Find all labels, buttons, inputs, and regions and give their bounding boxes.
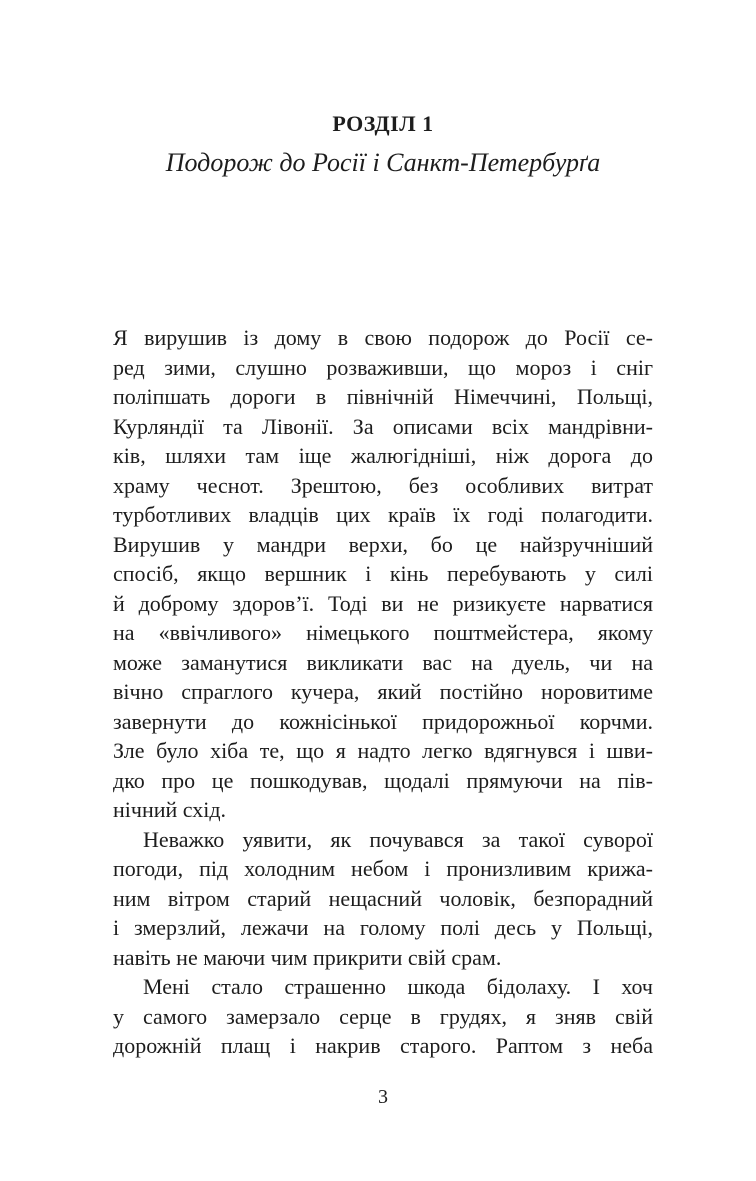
text-line: і змерзлий, лежачи на голому полі десь у Польщі, xyxy=(113,915,653,940)
text-line: храму чеснот. Зрештою, без особливих витрат xyxy=(113,472,653,498)
text-line: Неважко уявити, як почувався за такої суворої xyxy=(143,826,653,852)
text-line: ків, шляхи там іще жалюгідніші, ніж дорога до xyxy=(113,443,653,468)
body-text xyxy=(113,323,653,1061)
chapter-heading: РОЗДІЛ 1 xyxy=(332,111,434,136)
text-line: на «ввічливого» німецького поштмейстера, якому xyxy=(113,620,653,645)
text-line: погоди, під холодним небом і пронизливим крижа- xyxy=(113,856,653,881)
text-line: Мені стало страшенно шкода бідолаху. І хоч xyxy=(143,974,653,999)
text-line: Зле було хіба те, що я надто легко вдягнувся і шви- xyxy=(113,738,653,763)
page-number: 3 xyxy=(378,1086,388,1108)
text-line: завернути до кожнісінької придорожньої корчми. xyxy=(113,708,653,734)
text-line: Я вирушив із дому в свою подорож до Росії се- xyxy=(113,325,653,350)
text-line: Вирушив у мандри верхи, бо це найзручніший xyxy=(113,531,653,557)
text-line: дорожній плащ і накрив старого. Раптом з неба xyxy=(113,1033,653,1058)
text-line: дко про це пошкодував, щодалі прямуючи на пів- xyxy=(113,767,653,793)
text-line: Курляндії та Лівонії. За описами всіх мандрівни- xyxy=(113,413,653,439)
text-line: турботливих владців цих країв їх годі полагодити. xyxy=(113,502,653,527)
text-line: ред зими, слушно розваживши, що мороз і сніг xyxy=(113,354,653,380)
text-line: вічно спраглого кучера, який постійно норовитиме xyxy=(113,679,653,704)
text-line: у самого замерзало серце в грудях, я зняв свій xyxy=(113,1003,653,1029)
text-line: нічний схід. xyxy=(113,797,227,822)
text-line: й доброму здоров’ї. Тоді ви не ризикуєте нарватися xyxy=(113,590,653,616)
text-line: може заманутися викликати вас на дуель, чи на xyxy=(113,649,653,675)
chapter-subtitle: Подорож до Росії і Санкт-Петербурґа xyxy=(165,148,601,177)
text-line: поліпшать дороги в північній Німеччині, Польщі, xyxy=(113,384,653,409)
text-line: спосіб, якщо вершник і кінь перебувають у силі xyxy=(113,561,653,586)
text-line: навіть не маючи чим прикрити свій срам. xyxy=(113,944,502,970)
text-line: ним вітром старий нещасний чоловік, безпорадний xyxy=(113,885,653,911)
